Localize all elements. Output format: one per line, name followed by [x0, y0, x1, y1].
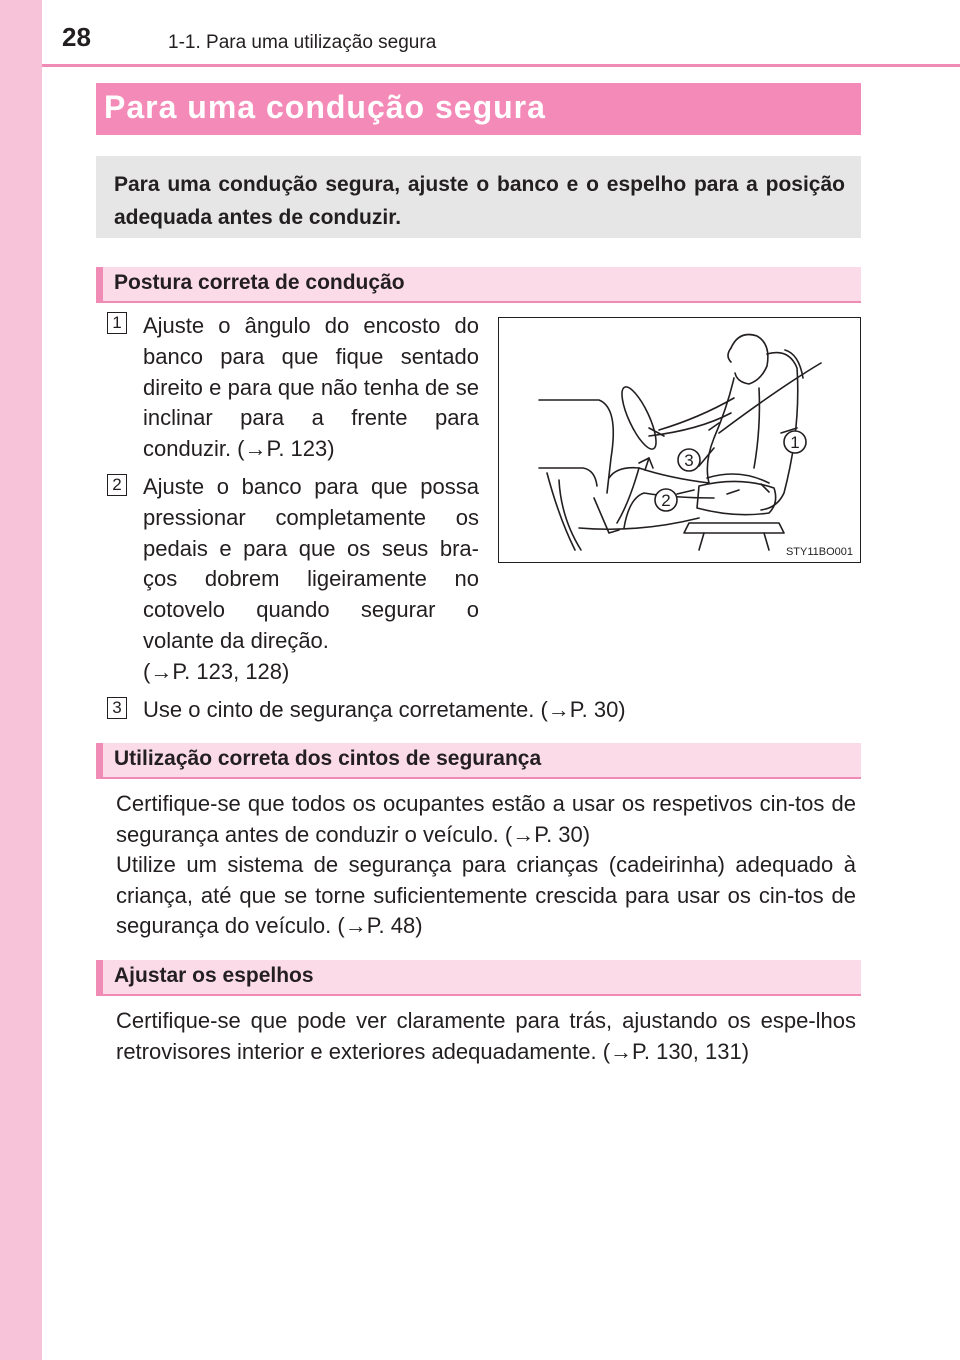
section-title-posture: Postura correta de condução — [114, 271, 405, 294]
intro-text: Para uma condução segura, ajuste o banco e o espelho para a posição adequada antes de conduzir. — [114, 173, 845, 229]
seatbelts-paragraph-2: Utilize um sistema de segurança para crianças (cadeirinha) adequado à criança, até que se torne suficientemente crescida para usar os cin-tos de segurança do veículo. (→P. 48) — [116, 852, 856, 938]
posture-item-2-ref: (→P. 123, 128) — [143, 658, 290, 684]
side-margin-bar — [0, 0, 42, 1360]
section-title-mirrors: Ajustar os espelhos — [114, 964, 314, 987]
intro-box — [96, 156, 861, 238]
callout-1: 1 — [790, 433, 800, 452]
section-header-seatbelts — [96, 743, 861, 779]
header-rule — [42, 64, 960, 67]
posture-item-2-text: Ajuste o banco para que possa pressionar completamente os pedais e para que os seus bra-ços dobrem ligeiramente no cotovelo quando segurar o volante da direção. — [143, 474, 479, 653]
driver-torso — [707, 378, 734, 483]
section-title-seatbelts: Utilização correta dos cintos de segurança — [114, 747, 542, 770]
dashboard-line — [539, 400, 613, 493]
posture-item-3: Use o cinto de segurança corretamente. (→P. 30) — [143, 697, 626, 722]
figure-code: STY11BO001 — [785, 546, 853, 558]
mirrors-paragraph: Certifique-se que pode ver claramente para trás, ajustando os espe-lhos retrovisores interior e exteriores adequadamente. (→P. 130, 131) — [116, 1008, 856, 1064]
item-number-badge-3: 3 — [107, 697, 127, 719]
page-number: 28 — [62, 22, 91, 52]
section-header-posture — [96, 267, 861, 303]
item-number-badge-1: 1 — [107, 312, 127, 334]
page-title: Para uma condução segura — [104, 89, 546, 125]
driver-seat-drawing — [499, 318, 859, 561]
callout-3: 3 — [684, 451, 694, 470]
seatbelts-paragraph-1: Certifique-se que todos os ocupantes estão a usar os respetivos cin-tos de segurança antes de conduzir o veículo. (→P. 30) — [116, 791, 856, 847]
chapter-heading: 1-1. Para uma utilização segura — [168, 32, 437, 53]
callout-2: 2 — [661, 491, 671, 510]
section-header-mirrors — [96, 960, 861, 996]
posture-item-2 — [143, 472, 479, 688]
item-number-badge-2: 2 — [107, 474, 127, 496]
page-title-bar — [96, 83, 861, 135]
posture-item-1: Ajuste o ângulo do encosto do banco para que fique sentado direito e para que não tenha de se inclinar para a frente para conduzir. (→P. 123) — [143, 313, 479, 462]
driver-head — [731, 335, 768, 385]
driving-posture-illustration — [498, 317, 861, 563]
